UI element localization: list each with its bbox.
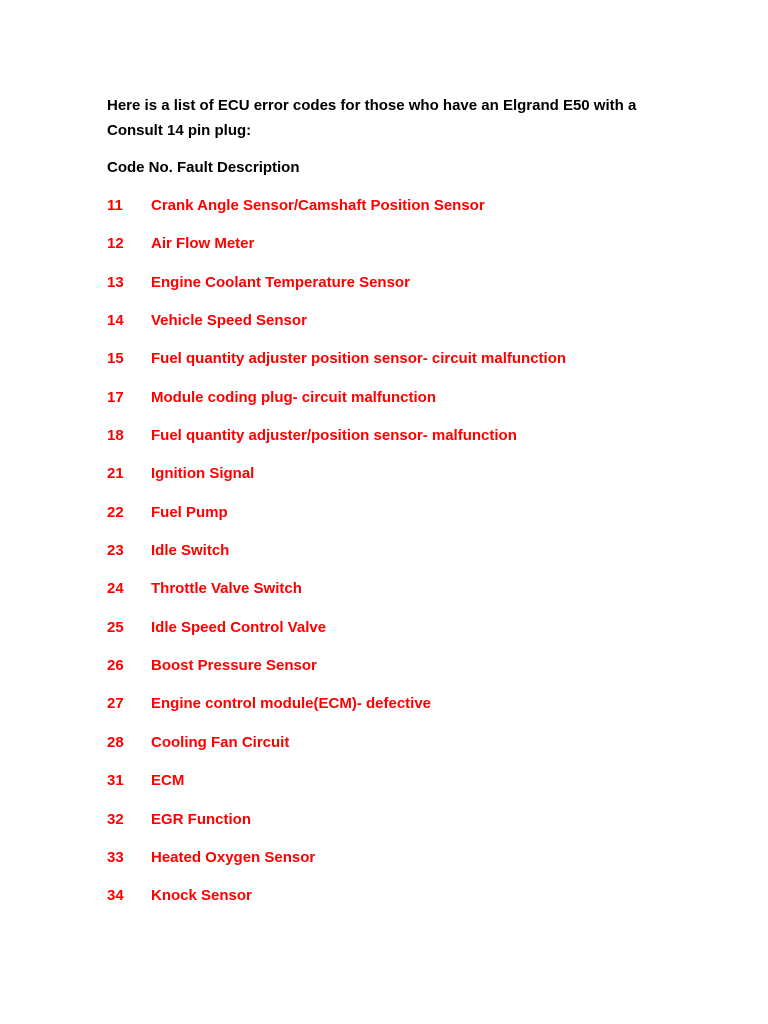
- fault-description: Fuel quantity adjuster/position sensor- malfunction: [151, 427, 517, 445]
- fault-description: Knock Sensor: [151, 887, 252, 905]
- intro-line-2: Consult 14 pin plug:: [107, 122, 252, 139]
- document-page: [107, 93, 707, 925]
- error-code-number: 34: [107, 887, 124, 905]
- list-item: [107, 886, 707, 924]
- error-code-number: 25: [107, 618, 124, 636]
- fault-description: Cooling Fan Circuit: [151, 733, 290, 751]
- list-item: [107, 273, 707, 311]
- list-item: [107, 656, 707, 694]
- fault-description: ECM: [151, 772, 185, 790]
- list-item: [107, 541, 707, 579]
- list-item: [107, 349, 707, 387]
- fault-description: Air Flow Meter: [151, 235, 255, 253]
- error-code-number: 11: [107, 197, 123, 214]
- error-code-number: 13: [107, 273, 124, 291]
- fault-description: EGR Function: [151, 810, 251, 828]
- error-code-number: 26: [107, 657, 124, 675]
- list-item: [107, 234, 707, 272]
- table-header: Code No. Fault Description: [107, 159, 300, 176]
- fault-description: Engine Coolant Temperature Sensor: [151, 273, 410, 291]
- error-code-number: 14: [107, 312, 124, 330]
- fault-description: Crank Angle Sensor/Camshaft Position Sensor: [151, 197, 485, 214]
- fault-description: Fuel Pump: [151, 503, 228, 521]
- error-code-number: 22: [107, 503, 124, 521]
- intro-paragraph: [107, 93, 707, 143]
- error-code-number: 12: [107, 235, 124, 253]
- fault-description: Boost Pressure Sensor: [151, 657, 317, 675]
- list-item: [107, 694, 707, 732]
- list-item: [107, 311, 707, 349]
- list-item: [107, 196, 707, 234]
- list-item: [107, 733, 707, 771]
- list-item: [107, 388, 707, 426]
- fault-description: Ignition Signal: [151, 465, 255, 483]
- list-item: [107, 848, 707, 886]
- list-item: [107, 579, 707, 617]
- list-item: [107, 503, 707, 541]
- error-code-number: 24: [107, 580, 124, 598]
- list-item: [107, 771, 707, 809]
- error-code-number: 18: [107, 427, 124, 445]
- fault-description: Engine control module(ECM)- defective: [151, 695, 432, 713]
- error-code-number: 15: [107, 350, 124, 368]
- list-item: [107, 810, 707, 848]
- error-code-number: 27: [107, 695, 124, 713]
- intro-line-1: Here is a list of ECU error codes for those who have an Elgrand E50 with a: [107, 97, 637, 114]
- error-code-number: 28: [107, 733, 124, 751]
- error-code-number: 33: [107, 848, 124, 866]
- error-code-number: 31: [107, 772, 124, 790]
- fault-description: Idle Speed Control Valve: [151, 618, 327, 636]
- fault-description: Module coding plug- circuit malfunction: [151, 388, 436, 406]
- fault-description: Vehicle Speed Sensor: [151, 312, 307, 330]
- error-code-number: 21: [107, 465, 124, 483]
- error-code-number: 17: [107, 388, 124, 406]
- error-code-number: 23: [107, 542, 124, 560]
- fault-description: Fuel quantity adjuster position sensor- circuit malfunction: [151, 350, 567, 368]
- list-item: [107, 426, 707, 464]
- fault-description: Idle Switch: [151, 542, 230, 560]
- list-item: [107, 464, 707, 502]
- fault-description: Heated Oxygen Sensor: [151, 848, 316, 866]
- list-item: [107, 618, 707, 656]
- error-code-list: [107, 196, 707, 925]
- fault-description: Throttle Valve Switch: [151, 580, 302, 598]
- error-code-number: 32: [107, 810, 124, 828]
